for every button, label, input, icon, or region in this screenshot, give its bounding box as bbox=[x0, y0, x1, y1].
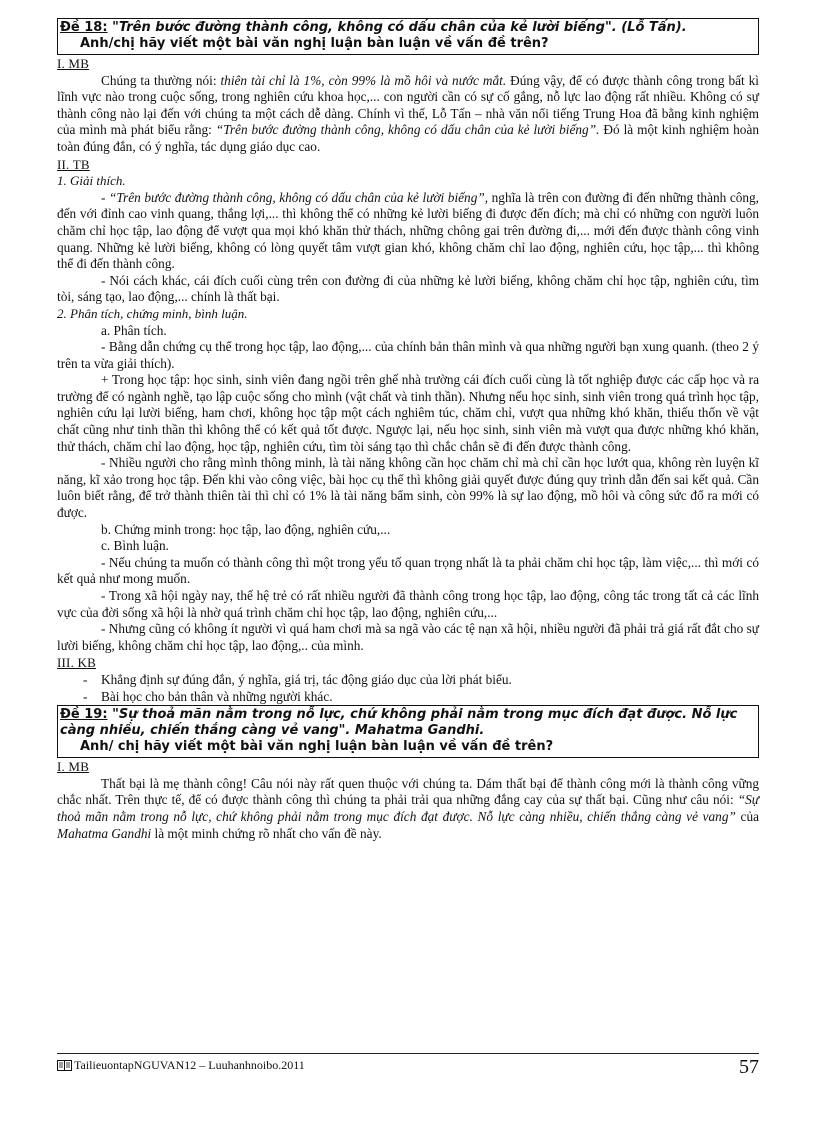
topic-19-quote-2: càng nhiều, chiến thắng càng vẻ vang". Mahatma Gandhi. bbox=[60, 723, 485, 739]
s18-tb-paragraph-3: - Bằng dẫn chứng cụ thể trong học tập, lao động,... của chính bản thân mình và qua những người bạn xung quanh. (theo 2 ý trên ta vừa giải thích). bbox=[57, 339, 759, 371]
author-run: Mahatma Gandhi bbox=[57, 825, 152, 841]
s18-tb-heading: II. TB bbox=[57, 156, 90, 172]
quote-run: - “Trên bước đường thành công, không có dấu chân của kẻ lười biếng”, bbox=[101, 189, 489, 205]
topic-19-task: Anh/ chị hãy viết một bài văn nghị luận bàn luận về vấn đề trên? bbox=[80, 739, 554, 755]
s18-tb-a: a. Phân tích. bbox=[101, 322, 167, 338]
text-run: nghĩa là trên con đường đi đến những thành công, đến với đỉnh cao vinh quang, thắng lợi,... thì không thể có những kẻ lười biếng đi được đến đích; mà chỉ có những con người luôn chăm chỉ học tập, lao động để vượt qua mọi khó khăn thử thách, những chông gai trên đường đi,... mới đến được thành công vinh quang. Những kẻ lười biếng, không có lòng quyết tâm vượt gian khó, không chăm chỉ lao động, nghiên cứu, học tập,... thì không thể đi đến thành công. bbox=[57, 189, 760, 272]
s18-kb-list bbox=[57, 672, 759, 705]
s19-mb-heading: I. MB bbox=[57, 759, 90, 775]
text-run: của bbox=[740, 808, 759, 824]
s18-tb-paragraph-4: + Trong học tập: học sinh, sinh viên đang ngồi trên ghế nhà trường cái đích cuối cùng là tốt nghiệp được các cấp học và ra trường để có ngành nghề, tạo lập cuộc sống cho mình (vật chất và tinh thần). Nhưng nếu học sinh, sinh viên trong quá trình học tập, nghiên cứu lại lười biếng, ham chơi, không học tập một cách nghiêm túc, chăm chỉ, vượt qua những khó khăn, thiếu thốn về vật chất cũng như tinh thần thì không thể có kết quả tốt được. Ngược lại, nếu học sinh, sinh viên mà vượt qua được những khó khăn, thử thách, chăm chỉ lao động, học tập, nghiên cứu, tìm tòi sáng tạo thì chắc chắn sẽ đi đến được thành công. bbox=[57, 372, 759, 454]
list-item: - Khẳng định sự đúng đắn, ý nghĩa, giá trị, tác động giáo dục của lời phát biểu. bbox=[57, 672, 759, 689]
document-page bbox=[57, 18, 759, 842]
s18-tb-paragraph-8: - Nhưng cũng có không ít người vì quá ham chơi mà sa ngã vào các tệ nạn xã hội, nhiều người đã phải trả giá rất đắt cho sự lười biếng, không chăm chỉ học tập, lao động,.. của mình. bbox=[57, 621, 759, 653]
text-run: Thất bại là mẹ thành công! Câu nói này rất quen thuộc với chúng ta. Dám thất bại để thành công mới là thành công vững chắc nhất. Trên thực tế, để có được thành công thì chúng ta phải trải qua những đắng cay của sự thất bại. Cũng như câu nói: bbox=[57, 775, 759, 808]
s19-mb-paragraph bbox=[57, 776, 759, 842]
quote-run: “Trên bước đường thành công, không có dấu chân của kẻ lười biếng”. bbox=[215, 122, 600, 138]
s18-mb-heading: I. MB bbox=[57, 56, 90, 71]
page-number: 57 bbox=[739, 1056, 759, 1078]
text-run: Đúng vậy, để có được thành công trong bất kì lĩnh vực nào trong cuộc sống, trong nghiên cứu khoa học,... con người cần có sự cố gắng, nỗ lực lao động rất nhiều. Không có sự thành công nào lại đến với chúng ta một cách dễ dàng. Chính vì thế, Lỗ Tấn – nhà văn nổi tiếng Trung Hoa đã bằng kinh nghiệm của mình mà phát biểu rằng: bbox=[57, 72, 759, 138]
topic-18-box bbox=[57, 18, 759, 55]
s18-tb-paragraph-6: - Nếu chúng ta muốn có thành công thì một trong yếu tố quan trọng nhất là ta phải chăm chỉ học tập, làm việc,... thì mới có kết quả như mong muốn. bbox=[57, 554, 759, 587]
s18-sub-1: 1. Giải thích. bbox=[57, 173, 126, 189]
text-run: Đó là một kinh nghiệm hoàn toàn đúng đắn, có ý nghĩa, tác dụng giáo dục cao. bbox=[57, 122, 759, 154]
quote-run: “Sự thoả mãn nằm trong nỗ lực, chứ không phải nằm trong mục đích đạt được. Nỗ lực càng nhiều, chiến thắng càng vẻ vang” bbox=[57, 792, 759, 824]
topic-19-box bbox=[57, 705, 759, 758]
topic-18-label: Đề 18: bbox=[60, 20, 108, 35]
s18-tb-b: b. Chứng minh trong: học tập, lao động, nghiên cứu,... bbox=[101, 521, 391, 537]
list-item: - Bài học cho bản thân và những người khác. bbox=[57, 689, 759, 706]
s18-tb-c: c. Bình luận. bbox=[101, 538, 169, 554]
s18-mb-paragraph bbox=[57, 73, 759, 156]
s18-tb-paragraph-2: - Nói cách khác, cái đích cuối cùng trên con đường đi của những kẻ lười biếng, không chăm chỉ học tập, nghiên cứu, tìm tòi, sáng tạo, lao động,... chính là thất bại. bbox=[57, 272, 759, 305]
topic-19-quote-1: "Sự thoả mãn nằm trong nỗ lực, chứ không phải nằm trong mục đích đạt được. Nỗ lực bbox=[112, 707, 738, 723]
s18-tb-paragraph-1 bbox=[57, 190, 759, 273]
book-icon bbox=[57, 1060, 72, 1071]
quote-run: thiên tài chỉ là 1%, còn 99% là mồ hôi và nước mắt. bbox=[220, 72, 507, 88]
topic-19-label: Đề 19: bbox=[60, 707, 108, 723]
text-run: Chúng ta thường nói: bbox=[101, 72, 217, 88]
topic-18-task: Anh/chị hãy viết một bài văn nghị luận bàn luận về vấn đề trên? bbox=[80, 36, 549, 51]
s18-kb-heading: III. KB bbox=[57, 655, 96, 671]
footer-text: TailieuontapNGUVAN12 – Luuhanhnoibo.2011 bbox=[74, 1058, 305, 1072]
text-run: là một minh chứng rõ nhất cho vấn đề này. bbox=[154, 825, 382, 841]
s18-tb-paragraph-7: - Trong xã hội ngày nay, thế hệ trẻ có rất nhiều người đã thành công trong học tập, lao động, công tác trong tất cả các lĩnh vực của đời sống xã hội là nhờ quá trình chăm chỉ học tập, lao động, nghiên cứu,... bbox=[57, 588, 759, 620]
topic-18-quote: "Trên bước đường thành công, không có dấu chân của kẻ lười biếng". (Lỗ Tấn). bbox=[112, 20, 687, 35]
s18-tb-paragraph-5: - Nhiều người cho rằng mình thông minh, là tài năng không cần học chăm chỉ mà chỉ cần học lướt qua, không rèn luyện kĩ năng, kĩ xảo trong học tập. Đến khi vào công việc, bài học cụ thể thì không giải quyết được đúng quy trình dẫn đến sai kết quả. Cần luôn biết rằng, để trở thành thiên tài thì chỉ có 1% là tài năng bẩm sinh, còn 99% là sự lao động, mồ hôi và công sức đổ ra mới có được. bbox=[57, 455, 759, 521]
page-footer bbox=[57, 1053, 759, 1080]
s18-sub-2: 2. Phân tích, chứng minh, bình luận. bbox=[57, 305, 248, 321]
